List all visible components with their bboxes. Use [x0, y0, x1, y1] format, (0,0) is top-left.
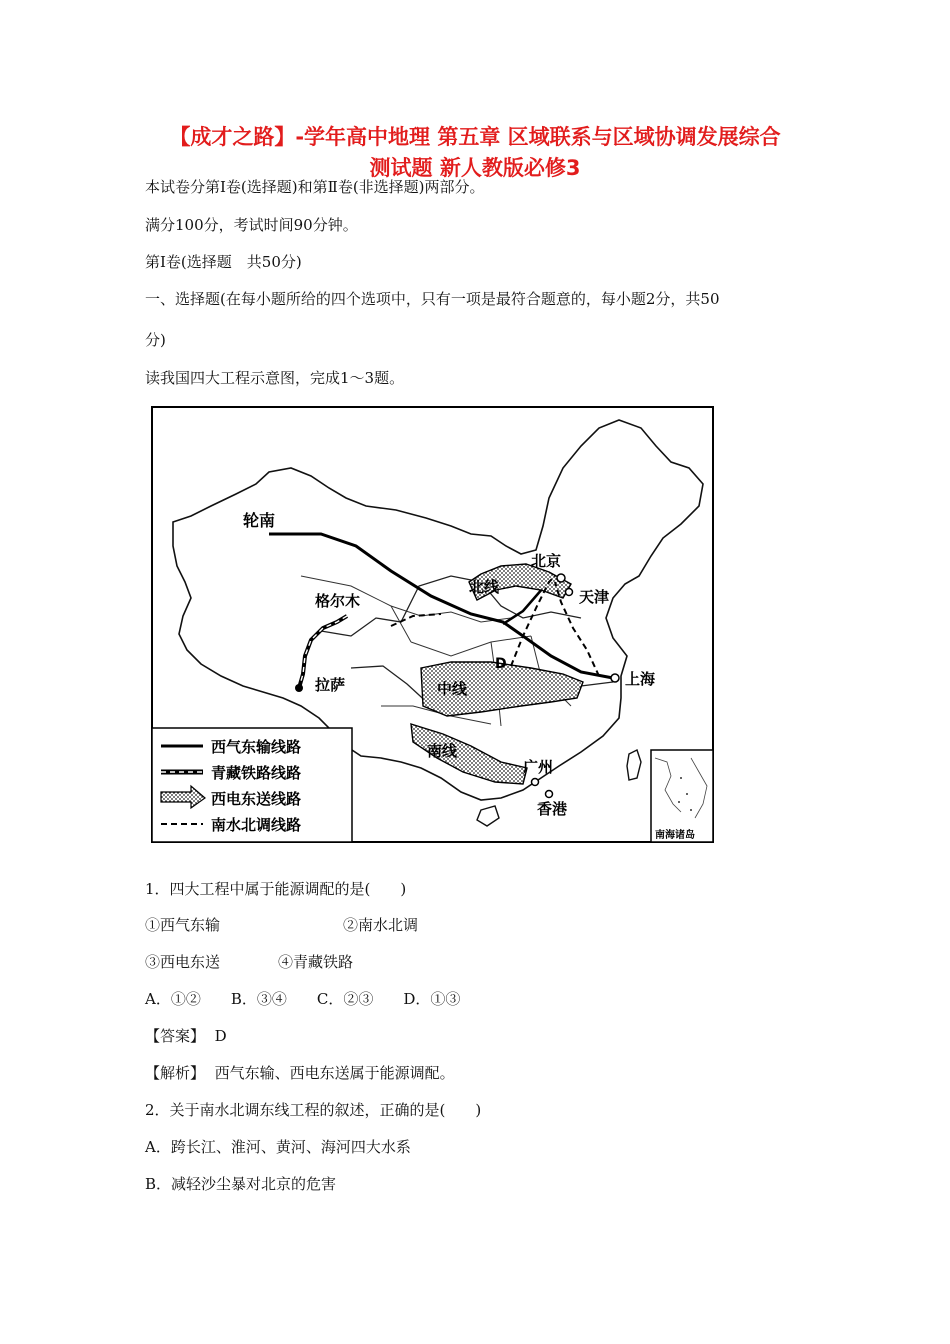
question-2-stem: 2．关于南水北调东线工程的叙述，正确的是( ) [145, 1101, 482, 1119]
document-title [100, 122, 850, 184]
question-1-answer [145, 1025, 227, 1046]
intro-paragraph-1: 本试卷分第Ⅰ卷(选择题)和第Ⅱ卷(非选择题)两部分。 [145, 178, 485, 196]
question-1-stem: 1．四大工程中属于能源调配的是( ) [145, 880, 407, 898]
city-dot-beijing [557, 574, 565, 582]
legend-railway-label: 青藏铁路线路 [211, 764, 302, 782]
label-south-line: 南线 [427, 742, 458, 760]
question-2-option-b: B．减轻沙尘暴对北京的危害 [145, 1175, 337, 1193]
question-1-options-row-1 [145, 914, 418, 935]
label-north-line: 北线 [469, 578, 500, 596]
city-dot-shanghai [611, 674, 619, 682]
q1-option-4: ④青藏铁路 [278, 953, 354, 971]
china-four-projects-map [151, 406, 714, 843]
label-d-marker: D [495, 656, 507, 672]
label-lasa: 拉萨 [315, 676, 346, 694]
analysis-label: 【解析】 [145, 1064, 206, 1082]
title-line-2: 测试题 新人教版必修3 [369, 156, 581, 180]
city-dot-tianjin [566, 589, 573, 596]
q1-option-1: ①西气东输 [145, 916, 221, 934]
label-xianggang: 香港 [537, 800, 568, 818]
analysis-text: 西气东输、西电东送属于能源调配。 [214, 1064, 455, 1082]
city-dot-guangzhou [532, 779, 539, 786]
title-line-1: 【成才之路】-学年高中地理 第五章 区域联系与区域协调发展综合 [169, 125, 781, 149]
question-2-option-a: A．跨长江、淮河、黄河、海河四大水系 [145, 1138, 411, 1156]
legend-water-label: 南水北调线路 [211, 816, 302, 834]
question-1-options-row-2 [145, 951, 353, 972]
instruction-line-2: 分) [145, 331, 166, 349]
q1-option-3: ③西电东送 [145, 953, 221, 971]
label-lunnan: 轮南 [243, 511, 276, 530]
legend-electricity-label: 西电东送线路 [211, 790, 302, 808]
instruction-line-1: 一、选择题(在每小题所给的四个选项中，只有一项是最符合题意的，每小题2分，共50 [145, 290, 720, 308]
label-middle-line: 中线 [437, 680, 468, 698]
intro-paragraph-2: 满分100分，考试时间90分钟。 [145, 216, 358, 234]
city-dot-xianggang [546, 791, 553, 798]
section-heading: 第Ⅰ卷(选择题 共50分) [145, 253, 302, 271]
label-tianjin: 天津 [579, 588, 610, 606]
legend-gas-label: 西气东输线路 [211, 738, 302, 756]
map-reading-prompt: 读我国四大工程示意图，完成1～3题。 [145, 369, 405, 387]
question-1-analysis [145, 1062, 455, 1083]
label-guangzhou: 广州 [523, 758, 554, 776]
south-china-sea-inset [651, 750, 713, 842]
question-1-choices: A．①② B．③④ C．②③ D．①③ [145, 990, 461, 1008]
answer-value: D [214, 1027, 227, 1045]
label-geermu: 格尔木 [315, 592, 361, 610]
answer-label: 【答案】 [145, 1027, 206, 1045]
city-dot-lasa [295, 684, 303, 692]
inset-label: 南海诸岛 [655, 830, 695, 841]
label-shanghai: 上海 [625, 670, 656, 688]
q1-option-2: ②南水北调 [343, 916, 419, 934]
label-beijing: 北京 [531, 552, 562, 570]
